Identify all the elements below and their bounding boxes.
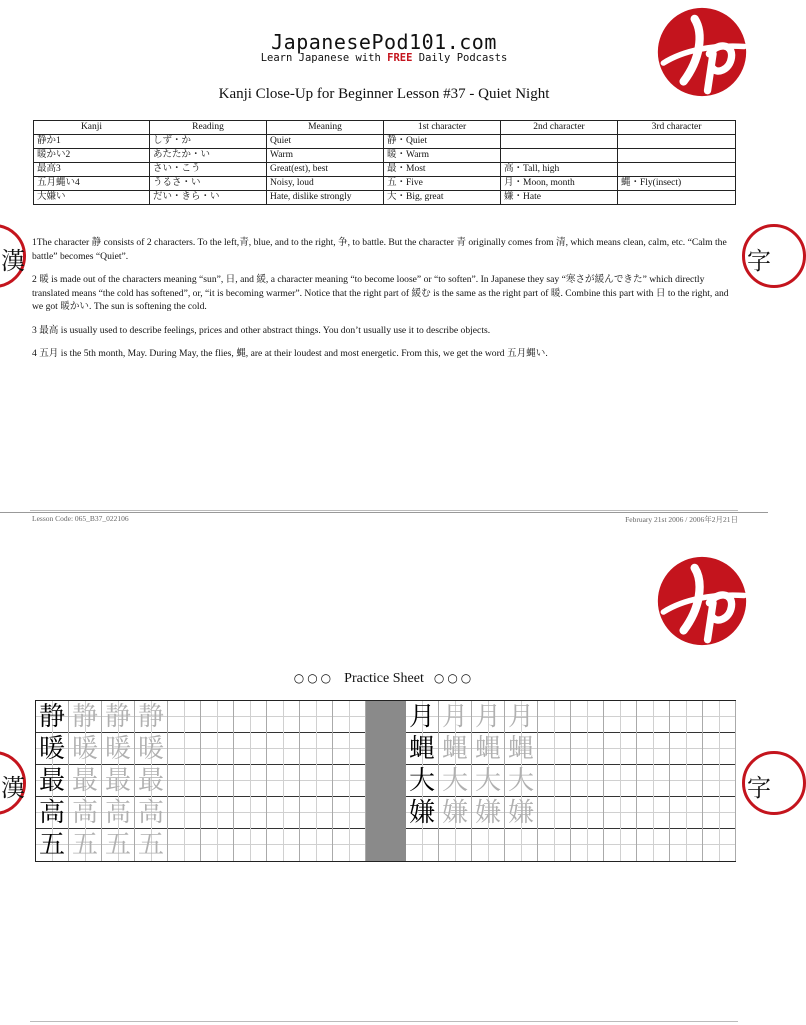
model-kanji-cell: 月 (406, 701, 439, 733)
table-row (34, 135, 736, 149)
practice-empty-cell (300, 733, 333, 765)
trace-kanji-cell: 蝿 (505, 733, 538, 765)
practice-row (406, 829, 736, 861)
decor-circles-right: ○○○ (433, 671, 475, 685)
practice-title-text: Practice Sheet (344, 671, 424, 686)
practice-empty-cell (604, 765, 637, 797)
practice-empty-cell (637, 733, 670, 765)
model-kanji-cell: 嫌 (406, 797, 439, 829)
table-cell (501, 149, 618, 163)
trace-kanji-cell: 月 (439, 701, 472, 733)
trace-kanji-cell: 五 (102, 829, 135, 861)
practice-empty-cell (168, 765, 201, 797)
kanji-side-circle-left (0, 751, 26, 815)
practice-empty-cell (300, 797, 333, 829)
practice-empty-cell (538, 797, 571, 829)
trace-kanji-cell: 蝿 (472, 733, 505, 765)
table-cell: 大嫌い (34, 191, 150, 205)
practice-empty-cell (201, 797, 234, 829)
table-cell: Noisy, loud (267, 177, 384, 191)
practice-empty-cell (604, 797, 637, 829)
practice-empty-cell (406, 829, 439, 861)
lesson-page (0, 0, 771, 524)
practice-empty-cell (604, 829, 637, 861)
practice-empty-cell (670, 797, 703, 829)
model-kanji-cell: 暖 (36, 733, 69, 765)
kanji-table (33, 120, 736, 205)
model-kanji-cell: 大 (406, 765, 439, 797)
table-cell: 高・Tall, high (501, 163, 618, 177)
column-header: Reading (150, 121, 267, 135)
practice-empty-cell (637, 701, 670, 733)
practice-empty-cell (703, 765, 736, 797)
trace-kanji-cell: 嫌 (505, 797, 538, 829)
side-kanji-right: 字 (747, 247, 771, 275)
trace-kanji-cell: 五 (69, 829, 102, 861)
table-cell: 暖・Warm (384, 149, 501, 163)
practice-empty-cell (234, 829, 267, 861)
tagline-before: Learn Japanese with (260, 52, 388, 64)
practice-row (36, 797, 366, 829)
trace-kanji-cell: 最 (135, 765, 168, 797)
table-cell: 五・Five (384, 177, 501, 191)
practice-empty-cell (267, 701, 300, 733)
trace-kanji-cell: 大 (439, 765, 472, 797)
trace-kanji-cell: 月 (472, 701, 505, 733)
trace-kanji-cell: 嫌 (472, 797, 505, 829)
practice-empty-cell (168, 701, 201, 733)
table-cell: Hate, dislike strongly (267, 191, 384, 205)
trace-kanji-cell: 静 (135, 701, 168, 733)
practice-grid-left (36, 701, 366, 861)
practice-empty-cell (571, 797, 604, 829)
practice-empty-cell (703, 797, 736, 829)
table-cell: Quiet (267, 135, 384, 149)
japanesepod101-logo-icon (656, 555, 748, 647)
practice-empty-cell (538, 733, 571, 765)
practice-empty-cell (703, 829, 736, 861)
lesson-code: Lesson Code: 065_B37_022106 (32, 514, 129, 523)
practice-empty-cell (201, 765, 234, 797)
practice-empty-cell (637, 797, 670, 829)
practice-empty-cell (571, 733, 604, 765)
lesson-date: February 21st 2006 / 2006年2月21日 (625, 515, 738, 524)
practice-empty-cell (637, 829, 670, 861)
table-cell: うるさ・い (150, 177, 267, 191)
note-paragraph: 1The character 静 consists of 2 characters. To the left,青, blue, and to the right, 争, to battle. But the character 青 originally comes from 清, which means clean, calm, etc. “Calm the battle” becomes “Quiet”. (32, 237, 727, 262)
table-cell: 最・Most (384, 163, 501, 177)
practice-empty-cell (538, 829, 571, 861)
practice-empty-cell (267, 829, 300, 861)
practice-empty-cell (604, 701, 637, 733)
decor-circles-left: ○○○ (293, 671, 335, 685)
practice-empty-cell (300, 765, 333, 797)
note-paragraph: 4 五月 is the 5th month, May. During May, the flies, 蝿, are at their loudest and most energetic. From this, we get the word 五月蝿い. (32, 348, 548, 359)
footer-divider (30, 510, 738, 511)
notes-section (32, 236, 732, 371)
practice-empty-cell (604, 733, 637, 765)
model-kanji-cell: 高 (36, 797, 69, 829)
practice-page (0, 512, 771, 1025)
table-row (34, 149, 736, 163)
table-cell: 嫌・Hate (501, 191, 618, 205)
practice-empty-cell (439, 829, 472, 861)
practice-empty-cell (333, 797, 366, 829)
table-cell: 静か1 (34, 135, 150, 149)
tagline-free: FREE (387, 52, 413, 64)
table-row (34, 177, 736, 191)
practice-empty-cell (201, 733, 234, 765)
practice-empty-cell (234, 765, 267, 797)
practice-empty-cell (201, 701, 234, 733)
practice-empty-cell (670, 701, 703, 733)
table-cell: Great(est), best (267, 163, 384, 177)
table-row (34, 191, 736, 205)
practice-empty-cell (333, 765, 366, 797)
table-row (34, 163, 736, 177)
practice-empty-cell (670, 829, 703, 861)
trace-kanji-cell: 大 (472, 765, 505, 797)
kanji-side-circle-right (742, 224, 806, 288)
table-cell: Warm (267, 149, 384, 163)
column-header: 1st character (384, 121, 501, 135)
table-cell: 蝿・Fly(insect) (618, 177, 736, 191)
practice-empty-cell (571, 765, 604, 797)
site-title: JapanesePod101.com (271, 30, 497, 54)
table-cell (618, 191, 736, 205)
table-cell: さい・こう (150, 163, 267, 177)
practice-empty-cell (472, 829, 505, 861)
practice-empty-cell (670, 765, 703, 797)
practice-sheet-title (0, 671, 768, 687)
side-kanji-left: 漢 (1, 774, 25, 802)
practice-empty-cell (333, 733, 366, 765)
practice-empty-cell (571, 701, 604, 733)
practice-empty-cell (637, 765, 670, 797)
lesson-title: Kanji Close-Up for Beginner Lesson #37 - Quiet Night (218, 86, 550, 102)
column-header: Meaning (267, 121, 384, 135)
side-kanji-left: 漢 (1, 247, 25, 275)
model-kanji-cell: 静 (36, 701, 69, 733)
practice-row (406, 701, 736, 733)
practice-empty-cell (333, 829, 366, 861)
note-paragraph: 2 暖 is made out of the characters meaning “sun”, 日, and 緩, a character meaning “to become loose” or “to soften”. In Japanese they say “寒さが緩んできた” which directly translated means “the cold has softened”, or, “it is becoming warmer”. Notice that the right part of 緩む is the same as the right part of 暖. Combine this part with 日 to the right, and we got 暖かい. The sun is softening the cold. (32, 274, 729, 312)
grid-divider (366, 701, 406, 861)
column-header: Kanji (34, 121, 150, 135)
practice-empty-cell (703, 701, 736, 733)
trace-kanji-cell: 暖 (135, 733, 168, 765)
practice-empty-cell (267, 765, 300, 797)
practice-empty-cell (505, 829, 538, 861)
practice-empty-cell (333, 701, 366, 733)
table-cell: あたたか・い (150, 149, 267, 163)
kanji-side-circle-right (742, 751, 806, 815)
table-cell (501, 135, 618, 149)
practice-grid-right (406, 701, 736, 861)
practice-empty-cell (538, 765, 571, 797)
table-cell: 月・Moon, month (501, 177, 618, 191)
practice-empty-cell (168, 829, 201, 861)
table-header-row (34, 121, 736, 135)
practice-row (406, 797, 736, 829)
trace-kanji-cell: 高 (135, 797, 168, 829)
table-cell: 暖かい2 (34, 149, 150, 163)
model-kanji-cell: 蝿 (406, 733, 439, 765)
trace-kanji-cell: 月 (505, 701, 538, 733)
practice-row (406, 765, 736, 797)
trace-kanji-cell: 静 (69, 701, 102, 733)
side-kanji-right: 字 (747, 774, 771, 802)
trace-kanji-cell: 暖 (102, 733, 135, 765)
model-kanji-cell: 五 (36, 829, 69, 861)
practice-grid (35, 700, 736, 862)
trace-kanji-cell: 最 (102, 765, 135, 797)
practice-empty-cell (234, 733, 267, 765)
practice-empty-cell (267, 733, 300, 765)
trace-kanji-cell: 嫌 (439, 797, 472, 829)
trace-kanji-cell: 最 (69, 765, 102, 797)
practice-empty-cell (300, 701, 333, 733)
trace-kanji-cell: 大 (505, 765, 538, 797)
kanji-side-circle-left (0, 224, 26, 288)
column-header: 2nd character (501, 121, 618, 135)
table-cell: だい・きら・い (150, 191, 267, 205)
note-paragraph: 3 最高 is usually used to describe feelings, prices and other abstract things. You don’t usually use it to describe objects. (32, 324, 491, 336)
table-cell (618, 135, 736, 149)
practice-empty-cell (267, 797, 300, 829)
practice-row (36, 733, 366, 765)
practice-row (36, 765, 366, 797)
trace-kanji-cell: 蝿 (439, 733, 472, 765)
column-header: 3rd character (618, 121, 736, 135)
table-cell: 大・Big, great (384, 191, 501, 205)
practice-row (36, 829, 366, 861)
trace-kanji-cell: 高 (69, 797, 102, 829)
site-tagline (0, 52, 768, 64)
trace-kanji-cell: 高 (102, 797, 135, 829)
trace-kanji-cell: 静 (102, 701, 135, 733)
table-cell: 静・Quiet (384, 135, 501, 149)
table-cell (618, 149, 736, 163)
practice-row (406, 733, 736, 765)
model-kanji-cell: 最 (36, 765, 69, 797)
practice-empty-cell (670, 733, 703, 765)
practice-empty-cell (234, 797, 267, 829)
table-cell (618, 163, 736, 177)
trace-kanji-cell: 五 (135, 829, 168, 861)
tagline-after: Daily Podcasts (412, 52, 508, 64)
practice-empty-cell (703, 733, 736, 765)
table-cell: しず・か (150, 135, 267, 149)
practice-empty-cell (201, 829, 234, 861)
practice-empty-cell (168, 733, 201, 765)
table-cell: 最高3 (34, 163, 150, 177)
practice-empty-cell (168, 797, 201, 829)
practice-empty-cell (571, 829, 604, 861)
practice-empty-cell (538, 701, 571, 733)
table-cell: 五月蝿い4 (34, 177, 150, 191)
practice-empty-cell (300, 829, 333, 861)
trace-kanji-cell: 暖 (69, 733, 102, 765)
practice-empty-cell (234, 701, 267, 733)
practice-row (36, 701, 366, 733)
page-bottom-divider (30, 1021, 738, 1022)
